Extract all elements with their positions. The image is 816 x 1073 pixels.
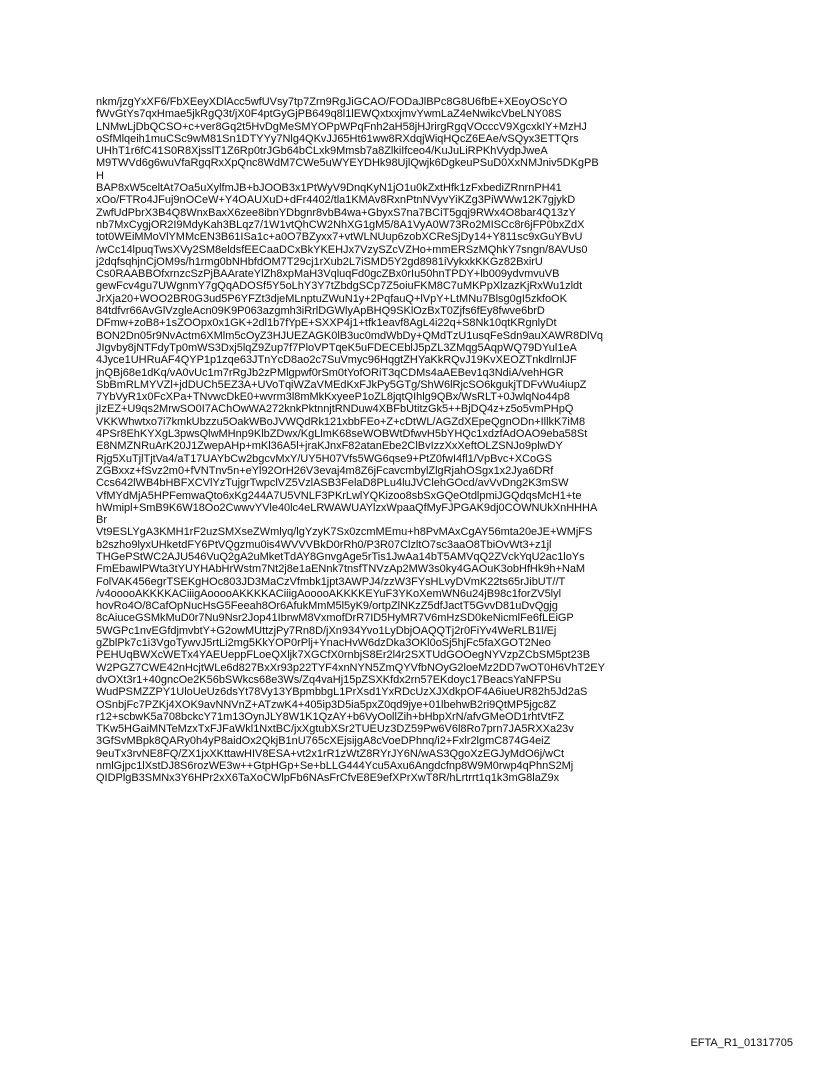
text-line: Ccs642lWB4bHBFXCVlYzTujgrTwpclVZ5VzlASB3FelaD8PLu4luJVClehGOcd/avVvDng2K3mSW <box>96 477 569 490</box>
text-line: nkm/jzgYxXF6/FbXEeyXDlAcc5wfUVsy7tp7Zrn9RgJiGCAO/FODaJlBPc8G8U6fbE+XEoyOScYO <box>96 96 568 108</box>
text-line: BAP8xW5celtAt7Oa5uXylfmJB+bJOOB3x1PtWyV9DnqKyN1jO1u0kZxtHfk1zFxbediZRnrnPH41 <box>96 182 562 195</box>
text-line: b2szho9lyxUHketdFY6PtVQgzmu0is4WVVVBkD0rRh0/P3R07ClzltO7sc3aaO8TbiOvWt3+z1jl <box>96 538 552 551</box>
text-line: UHhT1r6fC41S0R8XjsslT1Z6Rp0trJGb64bCLxk9Mmsb7a8ZlkiIfceo4/KuJuLiRPKhVydpJweA <box>96 145 548 158</box>
text-line: nmlGjpc1lXstDJ8S6rozWE3w++GtpHGp+Se+bLLG444Ycu5Axu6Angdcfnp8W9M0rwp4qPhnS2Mj <box>96 760 574 773</box>
bates-number: EFTA_R1_01317705 <box>690 1037 793 1049</box>
text-line: 8cAiuceGSMkMuD0r7Nu9Nsr2Jop41IbrwM8VxmofDrR7ID5HyMR7V6mHzSD0keNicmlFe6fLEiGP <box>96 612 574 625</box>
text-line: nb7MxCygjOR2I9MdyKah3BLqz7/1W1vtQhCW2NhXG1gM5/8A1VyA0W73Ro2MISCc8r6jFP0bxZdX <box>96 218 585 231</box>
text-line: WudPSMZZPY1UloUeUz6dsYt78Vy13YBpmbbgL1PrXsd1YxRDcUzXJXdkpOF4A6iueUR82h5Jd2aS <box>96 686 588 699</box>
text-line: gZblPk7c1i3VgoTywvJ5rtLi2mg5KkYOP0rPlj+YnacHvW6dzDka3OKl0oSj5hjFc5faXGOT2Neo <box>96 637 551 650</box>
text-line: JrXja20+WOO2BR0G3ud5P6YFZt3djeMLnptuZWuN1y+2PqfauQ+lVpY+LtMNu7Blsg0gI5zkfoOK <box>96 292 567 305</box>
text-line: hWmipl+SmB9K6W18Oo2CwwvYVle40lc4eLRWAWUAYlzxWpaaQfMyFJPGAK9dj0COWNUkXnHHHA <box>96 501 598 514</box>
text-line: xOo/FTRo4JFuj9nOCeW+Y4OAUXuD+dFr4402/tla1KMAv8RxnPtnNVyvYiKZg3PiWWw12K7gjykD <box>96 194 576 207</box>
text-line: /v4ooooAKKKKACiiigAooooAKKKKACiiigAooooAKKKKEYuF3YKoXemWN6u24jB98c1forZV5lyl <box>96 587 562 600</box>
text-line: jnQBj68e1dKq/vA0vUc1m7rRgJb2zPMlgpwf0rSm0tYofORiT3qCDMs4aAEBev1q3NdiA/vehHGR <box>96 366 564 379</box>
text-line: fWvGtYs7qxHmae5jkRgQ3t/jX0F4ptGyGjPB649q8l1lEWQxtxxjmvYwmLaZ4eNwikcVbeLNY08S <box>96 108 562 121</box>
text-line: gewFcv4gu7UWgnmY7gQqADOSf5Y5oLhY3Y7tZbdgSCp7Z5oiuFKM8C7uMKPpXlzazKjRxWu1zldt <box>96 280 583 293</box>
text-line: Rjg5XuTjlTjtVa4/aT17UAYbCw2bgcvMxY/UY5H07Vfs5WG6qse9+PtZ0fwI4fl1/VpBvc+XCoGS <box>96 452 552 465</box>
text-line: Vt9ESLYgA3KMH1rF2uzSMXseZWmlyq/lgYzyK7Sx0zcmMEmu+h8PvMAxCgAY56mta20eJE+WMjFS <box>96 526 593 539</box>
text-line: Cs0RAABBOfxrnzcSzPjBAArateYlZh8xpMaH3VqluqFd0gcZBx0rIu50hnTPDY+lb009ydvmvuVB <box>96 268 560 281</box>
text-line: BON2Dn05r9NvActm6XMlm5cOyZ3HJUEZAGK0lB3uc0mdWbDy+QMdTzU1usqFeSdn9auXAWR8DlVq <box>96 329 603 342</box>
text-line: VfMYdMjA5HPFemwaQto6xKg244A7U5VNLF3PKrLwlYQKizoo8sbSxGQeOtdlpmiJGQdqsMcH1+te <box>96 489 582 502</box>
text-line: j2dqfsqhjnCjOM9s/h1rmg0bNHbfdOM7T29cj1rXub2L7iSMD5Y2gd8981iVykxkKKGz82BxirU <box>96 255 543 268</box>
text-line: E8NMZNRuArK20J1ZwepAHp+mKl36A5l+jraKJnxF82atanEbe2ClBvIzzXxXeftOLZSNJo9plwDY <box>96 440 563 453</box>
text-line: W2PGZ7CWE42nHcjtWLe6d827BxXr93p22TYF4xnNYN5ZmQYVfbNOyG2loeMz2DD7wOT0H6VhT2EY <box>96 661 605 674</box>
text-line: FolVAK456egrTSEKgHOc803JD3MaCzVfmbk1jpt3AWPJ4/zzW3FYsHLvyDVmK22ts65rJibUT//T <box>96 575 566 588</box>
paragraph-2 <box>96 182 716 526</box>
text-line: oSfMlqeih1muCSc9wM81Sn1DTYYy7Nlg4QKvJJ65Ht61ww8RXdqjWiqHQcZ6EAe/vSQyx3ETTQrs <box>96 132 579 145</box>
text-line: TKw5HGaiMNTeMzxTxFJFaWkl1NxtBC/jxXgtubXSr2TUEUz3DZ59Pw6V6l8Ro7prn7JA5RXXa23v <box>96 723 574 736</box>
text-line: SbBmRLMYVZl+jdDUCh5EZ3A+UVoTqiWZaVMEdKxFJkPy5GTg/ShW6lRjcSO6kgukjTDFvWu4iupZ <box>96 378 587 391</box>
text-line: THGePStWC2AJU546VuQ2gA2uMketTdAY8GnvgAge5rTis1JwAa14bT5AMVqQ2ZVckYqU2ac1loYs <box>96 550 585 563</box>
text-line: FmEbawlPWta3tYUYHAbHrWstm7Nt2j8e1aENnk7tnsfTNVzAp2MW3s0ky4GAOuK3obHfHk9h+NaM <box>96 563 586 576</box>
text-line: JIgvby8jNTFdyTp0mWS3Dxj5lqZ9Zup7f7PloVPTqeK5uFDECEblJ5pZL3ZMqg5AqpWQ79DYul1eA <box>96 341 577 354</box>
text-line: 5WGPc1nvEGfdjmvbtY+G2owMUttzjPy7Rn8D/jXn934Yvo1LyDbjOAQQTj2r0FiYv4WeRLB1l/Ej <box>96 624 557 637</box>
text-line: ZwfUdPbrX3B4Q8WnxBaxX6zee8ibnYDbgnr8vbB4wa+GbyxS7na7BCiT5gqj9RWx4O8bar4Q13zY <box>96 206 576 219</box>
text-line: ZGBxxz+fSvz2m0+fVNTnv5n+eYl92OrH26V3evaj4m8Z6jFcavcmbylZlgRjahOSgx1x2Jya6DRf <box>96 464 554 477</box>
text-line: 84tdfvr66AvGlVzgleAcn09K9P063azgmh3iRrlDGWlyApBHQ9SKlOzBxT0Zjfs6fEy8fwve6brD <box>96 305 545 318</box>
text-line: hovRo4O/8CafOpNucHsG5Feeah8Or6AfukMmM5l5yK9/ortpZlNKzZ5dfJactT5GvvD81uDvQgjg <box>96 600 558 613</box>
text-line: QIDPlgB3SMNx3Y6HPr2xX6TaXoCWlpFb6NAsFrCfvE8E9efXPrXwT8R/hLrtrrt1q1k3mG8laZ9x <box>96 772 560 785</box>
text-line: /wCc14lpuqTwsXVy2SM8eldsfEECaaDCxBkYKEHJx7VzySZcVZHo+mmERSzMQhkY7sngn/8AVUs0 <box>96 243 588 256</box>
text-line: jIzEZ+U9qs2MrwSO0I7AChOwWA272knkPktnnjtRNDuw4XBFbUtitzGk5++BjDQ4z+z5o5vmPHpQ <box>96 403 574 416</box>
text-line: dvOXt3r1+40gncOe2K56bSWkcs68e3Ws/Zq4vaHj15pZSXKfdx2rn57EKdoyc17BeacsYaNFPSu <box>96 673 562 686</box>
text-line: OSnbjFc7PZKj4XOK9avNNVnZ+ATzwK4+405ip3D5ia5pxZ0qd9jye+01lbehwB2ri9QtMP5jgc8Z <box>96 698 557 711</box>
text-line: 9euTx3rvNE8FQ/ZX1jxXKttawHIV8ESA+vt2x1rR1zWtZ8RYrJY6N/wAS3QgoXzEGJyMdO6j/wCt <box>96 747 565 760</box>
text-line: r12+scbwK5a708bckcY71m13OynJLY8W1K1QzAY+b6VyOollZih+bHbpXrN/afvGMeOD1rhtVtFZ <box>96 710 565 723</box>
document-body <box>96 96 716 785</box>
paragraph-1 <box>96 96 716 182</box>
text-line: DFmw+zoB8+1sZOOpx0x1GK+2dl1b7fYpE+SXXP4j1+tfk1eavf8AgL4i22q+S8Nk10qtKRgnlyDt <box>96 317 557 330</box>
text-line: 4Jyce1UHRuAF4QYP1p1zqe63JTnYcD8ao2c7SuVmyc96HqgtZHYaKkRQvJ19KvXEOZTnkdlrnlJF <box>96 354 577 367</box>
text-line: VKKWhwtxo7i7kmkUbzzu5OakWBoJVWQdRk121xbbFEo+Z+cDtWL/AGZdXEpeQgnODn+IllkK7iM8 <box>96 415 586 428</box>
text-line: Br <box>96 514 107 527</box>
text-line: 4PSr8EhKYXgL3pwsQlwMHnp9KlbZDwx/KgLlmK68seWOBWtDfwvH5bYHQc1xdzfAdOAO9eba58St <box>96 428 588 441</box>
paragraph-3 <box>96 526 716 784</box>
text-line: PEHUqBWXcWETx4YAEUeppFLoeQXljk7XGCfX0rnbjS8Er2l4r2SXTUdGOOegNYVzpZCbSM5pt23B <box>96 649 591 662</box>
text-line: 3GfSvMBpk8QARy0h4yP8aidOx2QkjB1nU765cXEjsijgA8cVoeDPhnq/i2+Fxlr2lgmC874G4eiZ <box>96 735 551 748</box>
text-line: M9TWVd6g6wuVfaRgqRxXpQnc8WdM7CWe5uWYEYDHk98UjlQwjk6DgkeuPSuD0XxNMJniv5DKgPB <box>96 157 599 170</box>
text-line: LNMwLjDbQCSO+c+ver8Gq2t5HvDgMeSMYOPpWPqFnh2aH58jHJrirgRgqVOcccV9XgcxkIY+MzHJ <box>96 120 587 133</box>
text-line: H <box>96 169 104 182</box>
text-line: tot0WEiMMoVlYMMcEN3B61ISa1c+a0O7BZyxx7+vtWLNUup6zobXCReSjDy14+Y811sc9xGuYBvU <box>96 231 583 244</box>
text-line: 7YbVyR1x0FcXPa+TNvwcDkE0+wvrm3l8mMkKxyeeP1oZL8jqtQIhlg9QBx/WsRLT+0JwlqNo44p8 <box>96 391 570 404</box>
